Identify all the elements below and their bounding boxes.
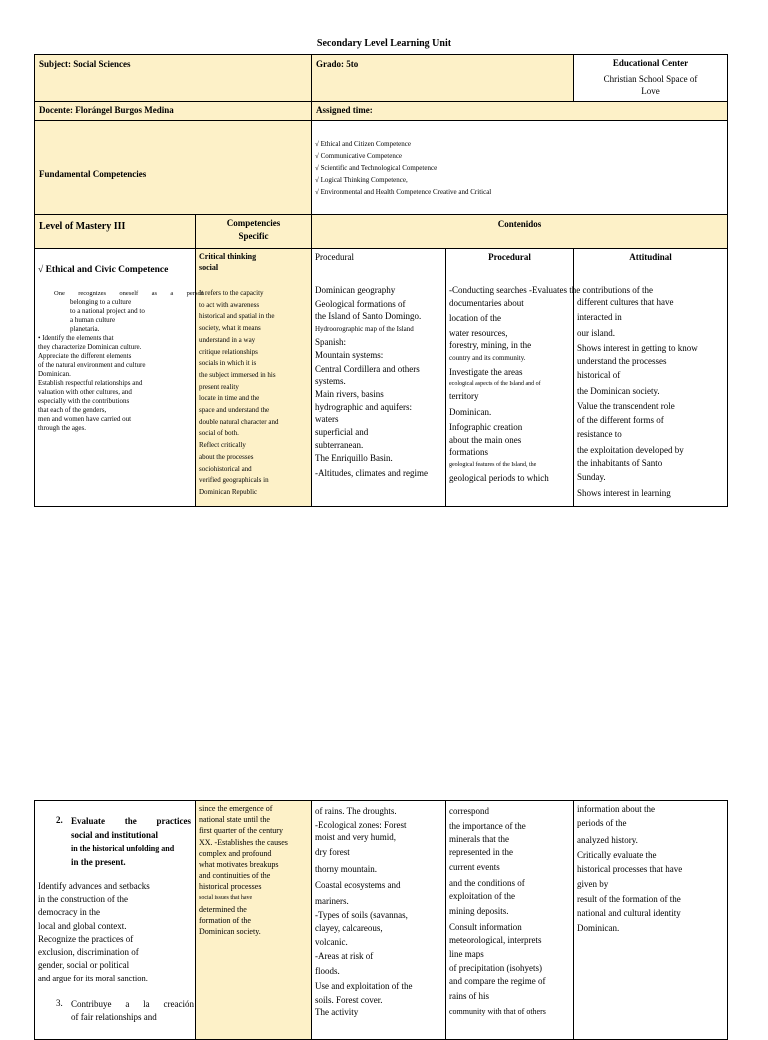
procedural-line-2: -Ecological zones: Forest	[315, 820, 407, 830]
attitudinal-line: the Dominican society.	[577, 386, 660, 397]
mastery-header: Level of Mastery III	[39, 221, 126, 232]
evaluate-heading-line: in the historical unfolding and	[71, 844, 175, 853]
procedural-line: Geological formations of	[315, 299, 406, 310]
specific-line: historical and spatial in the	[199, 312, 275, 321]
procedural2-line: ecological aspects of the Island and of	[449, 381, 541, 388]
item-number-2: 2.	[56, 815, 63, 825]
procedural-line-2: Coastal ecosystems and	[315, 880, 401, 891]
mastery-line: through the ages.	[38, 424, 87, 432]
specific-line: socials in which it is	[199, 359, 257, 368]
procedural-line: -Altitudes, climates and regime	[315, 468, 428, 479]
specific-line-2: formation of the	[199, 916, 251, 926]
procedural-line: waters	[315, 413, 339, 424]
competence-scientific: √ Scientific and Technological Competence	[315, 164, 438, 172]
mastery-line: especially with the contributions	[38, 397, 130, 405]
procedural-text-2	[315, 803, 412, 1018]
specific-line: present reality	[199, 382, 239, 391]
contribuye-heading-line: Contribuye a la creación	[71, 999, 194, 1009]
procedural-line: subterranean.	[315, 440, 364, 451]
mastery-line-2: Recognize the practices of	[38, 933, 134, 944]
procedural-line-2: floods.	[315, 966, 340, 977]
specific-line: the subject immersed in his	[199, 370, 276, 379]
specific-header-line2: Specific	[238, 231, 269, 241]
specific-line-2: Dominican society.	[199, 927, 261, 937]
procedural-line: The Enriquillo Basin.	[315, 453, 393, 464]
specific-line: double natural character and	[199, 417, 279, 426]
attitudinal-line-2: Dominican.	[577, 922, 620, 933]
specific-line-2: historical processes	[199, 882, 262, 892]
procedural-line-2: volcanic.	[315, 937, 348, 948]
teacher-cell	[34, 101, 312, 121]
specific-header-line1: Competencies	[226, 218, 281, 228]
procedural2-line-2: community with that of others	[449, 1007, 546, 1016]
attitudinal-line: different cultures that have	[577, 297, 674, 307]
procedural2-line: water resources,	[449, 327, 508, 338]
procedural-line-2: clayey, calcareous,	[315, 923, 383, 934]
procedural-line-2: The activity	[315, 1007, 359, 1018]
attitudinal-line: our island.	[577, 328, 615, 338]
specific-heading	[199, 251, 256, 273]
procedural-line: Central Cordillera and others	[315, 363, 420, 374]
attitudinal-line: understand the processes	[577, 356, 667, 367]
specific-line: Reflect critically	[199, 441, 246, 450]
mastery-line: of the natural environment and culture	[38, 361, 146, 369]
attitudinal-line-2: historical processes that have	[577, 863, 683, 874]
attitudinal-line: Sunday.	[577, 471, 606, 482]
attitudinal-line: the exploitation developed by	[577, 444, 684, 455]
mastery-line: Establish respectful relationships and	[38, 379, 143, 387]
specific-line: social of both.	[199, 429, 239, 438]
attitudinal-line: the inhabitants of Santo	[577, 457, 663, 468]
procedural-line-2: Use and exploitation of the	[315, 981, 413, 992]
attitudinal-line: Value the transcendent role	[577, 401, 675, 412]
procedural2-line: forestry, mining, in the	[449, 340, 532, 351]
attitudinal-line: Shows interest in getting to know	[577, 343, 698, 353]
specific-line-2: social issues that have	[199, 894, 253, 901]
procedural2-line-2: line maps	[449, 949, 484, 959]
mastery-line-2: exclusion, discrimination of	[38, 947, 139, 958]
mastery-line-2: local and global context.	[38, 920, 127, 931]
specific-heading-line: social	[199, 263, 219, 272]
attitudinal-line-2: national and cultural identity	[577, 907, 681, 918]
subject-cell	[34, 54, 312, 102]
contenidos-header: Contenidos	[497, 219, 542, 229]
procedural-line-2: -Areas at risk of	[315, 951, 374, 962]
procedural-text	[315, 283, 428, 481]
subject-label: Subject: Social Sciences	[39, 59, 131, 69]
procedural-line: Spanish:	[315, 337, 347, 348]
mastery-line: a human culture	[70, 316, 116, 324]
specific-line: space and understand the	[199, 406, 270, 415]
attitudinal-line-2: given by	[577, 878, 609, 889]
ethical-civic-heading: √ Ethical and Civic Competence	[38, 265, 169, 275]
specific-line-2: since the emergence of	[199, 804, 273, 813]
procedural2-line: formations	[449, 447, 488, 458]
procedural-line-2: -Types of soils (savannas,	[315, 910, 408, 921]
procedural2-line-2: correspond	[449, 806, 489, 816]
specific-line-2: national state until the	[199, 815, 270, 825]
procedural2-line: location of the	[449, 312, 501, 323]
specific-line: critique relationships	[199, 347, 258, 356]
procedural2-line-2: Consult information	[449, 922, 522, 932]
mastery-line-2: in the construction of the	[38, 894, 128, 905]
mastery-line: Dominican.	[38, 370, 71, 378]
attitudinal-line: historical of	[577, 370, 621, 381]
attitudinal-text	[577, 296, 698, 500]
procedural2-line-2: minerals that the	[449, 834, 509, 844]
attitudinal-line: resistance to	[577, 428, 622, 439]
attitudinal-line-2: Critically evaluate the	[577, 850, 657, 860]
procedural2-line-2: the importance of the	[449, 821, 526, 831]
document-title: Secondary Level Learning Unit	[316, 38, 452, 49]
grade-label: Grado: 5to	[316, 59, 359, 69]
evaluate-heading-line: social and institutional	[71, 829, 159, 840]
attitudinal-text-2	[577, 803, 682, 937]
assigned-time-cell	[311, 101, 728, 121]
competence-logical: √ Logical Thinking Competence,	[315, 176, 408, 184]
mastery-line: men and women have carried out	[38, 415, 132, 423]
competence-ethical: √ Ethical and Citizen Competence	[315, 140, 411, 148]
procedural-line: Mountain systems:	[315, 350, 384, 361]
mastery-line: belonging to a culture	[70, 298, 132, 306]
specific-line: verified geographicals in	[199, 476, 269, 485]
procedural2-line-2: of precipitation (isohyets)	[449, 963, 542, 973]
specific-line: It refers to the capacity	[199, 289, 264, 297]
attitudinal-line: interacted in	[577, 312, 622, 322]
procedural-line: superficial and	[315, 426, 369, 437]
procedural2-text-2	[449, 803, 546, 1019]
specific-text	[199, 288, 279, 499]
mastery-line-2: and argue for its moral sanction.	[38, 973, 148, 984]
procedural2-column-label: Procedural	[488, 252, 531, 262]
specific-line: to act with awareness	[199, 300, 260, 309]
procedural-line: Hydroorographic map of the Island	[315, 325, 414, 334]
mastery-line: that each of the genders,	[38, 406, 107, 414]
center-label: Educational Center	[612, 58, 689, 68]
contribuye-heading-line: of fair relationships and	[71, 1012, 157, 1022]
specific-line: about the processes	[199, 452, 254, 461]
attitudinal-line: of the different forms of	[577, 414, 664, 425]
procedural-line: Main rivers, basins	[315, 388, 384, 399]
procedural-line-2: mariners.	[315, 896, 349, 907]
fundamental-label: Fundamental Competencies	[39, 169, 147, 179]
procedural-line: Dominican geography	[315, 285, 396, 295]
assigned-time-label: Assigned time:	[316, 105, 373, 115]
attitudinal-line: Shows interest in learning	[577, 487, 671, 498]
fundamental-list-cell	[311, 120, 728, 215]
specific-line-2: XX. -Establishes the causes	[199, 837, 288, 847]
evaluate-heading-line: in the present.	[71, 856, 126, 867]
specific-text-2	[199, 803, 288, 937]
procedural2-line-2: mining deposits.	[449, 906, 509, 916]
procedural-line-2: thorny mountain.	[315, 864, 377, 875]
specific-line-2: and continuities of the	[199, 871, 271, 881]
specific-header-cell	[195, 214, 312, 249]
mastery-text-2	[38, 880, 150, 986]
evaluate-heading-line: Evaluate the practices	[71, 816, 191, 826]
procedural-line-2: of rains. The droughts.	[315, 806, 397, 816]
attitudinal-line-2: analyzed history.	[577, 835, 638, 845]
competence-communicative: √ Communicative Competence	[315, 152, 403, 160]
grade-cell	[311, 54, 574, 102]
mastery-line: to a national project and to	[70, 307, 145, 315]
mastery-line: valuation with other cultures, and	[38, 388, 132, 396]
specific-line: locate in time and the	[199, 394, 260, 403]
procedural-line: the Island of Santo Domingo.	[315, 311, 422, 322]
procedural2-line-2: and the conditions of	[449, 878, 525, 888]
attitudinal-line-2: information about the	[577, 804, 655, 814]
procedural2-line-2: meteorological, interprets	[449, 935, 542, 945]
procedural2-line: Investigate the areas	[449, 367, 523, 378]
procedural2-line: geological periods to which	[449, 473, 549, 484]
procedural-column-label: Procedural	[315, 252, 354, 262]
procedural2-line: territory	[449, 391, 479, 402]
specific-line-2: first quarter of the century	[199, 826, 283, 836]
contribuye-heading	[71, 998, 194, 1024]
procedural2-line-2: current events	[449, 862, 500, 872]
attitudinal-column-label: Attitudinal	[629, 252, 672, 262]
procedural-line-2: dry forest	[315, 847, 350, 858]
attitudinal-line-2: periods of the	[577, 818, 627, 828]
mastery-line-2: Identify advances and setbacks	[38, 881, 150, 891]
procedural2-line: geological features of the Island, the	[449, 462, 537, 469]
teacher-label: Docente: Florángel Burgos Medina	[39, 105, 174, 115]
specific-line-2: determined the	[199, 904, 247, 914]
mastery-line: planetaria.	[70, 325, 100, 333]
procedural-line: systems.	[315, 375, 346, 386]
procedural2-line: Dominican.	[449, 407, 492, 418]
procedural2-line-2: and compare the regime of	[449, 976, 546, 986]
specific-line: Dominican Republic	[199, 487, 258, 496]
specific-line: society, what it means	[199, 324, 261, 333]
mastery-line-2: gender, social or political	[38, 960, 130, 971]
procedural2-line: about the main ones	[449, 435, 522, 446]
mastery-text	[38, 289, 204, 433]
mastery-line: • Identify the elements that	[38, 334, 114, 342]
center-name-line1: Christian School Space of	[603, 74, 698, 84]
procedural2-line-2: rains of his	[449, 991, 489, 1001]
center-name-line2: Love	[641, 86, 660, 96]
center-cell	[573, 54, 728, 102]
procedural2-line: country and its community.	[449, 354, 526, 363]
contenidos-header-cell	[311, 214, 728, 249]
mastery-line: they characterize Dominican culture.	[38, 343, 142, 351]
competence-environmental: √ Environmental and Health Competence Creative and Critical	[315, 188, 492, 196]
specific-heading-line: Critical thinking	[199, 252, 257, 261]
mastery-line-2: democracy in the	[38, 907, 100, 918]
procedural2-line-2: exploitation of the	[449, 891, 515, 901]
evaluate-practices-heading	[71, 815, 191, 869]
procedural2-line: documentaries about	[449, 297, 524, 308]
attitudinal-line-2: result of the formation of the	[577, 893, 681, 904]
specific-line: understand in a way	[199, 335, 256, 344]
specific-line-2: what motivates breakups	[199, 860, 279, 870]
mastery-line: Appreciate the different elements	[38, 352, 132, 360]
specific-line-2: complex and profound	[199, 848, 272, 858]
mastery-line: One recognizes oneself as a person	[54, 290, 204, 297]
specific-line: sociohistorical and	[199, 464, 252, 473]
procedural2-line-2: represented in the	[449, 847, 513, 857]
mastery-header-cell	[34, 214, 196, 249]
item-number-3: 3.	[56, 998, 63, 1008]
fundamental-label-cell	[34, 120, 312, 215]
procedural-line-2: soils. Forest cover.	[315, 995, 383, 1006]
fundamental-list	[315, 140, 491, 200]
procedural-line: hydrographic and aquifers:	[315, 401, 412, 412]
procedural2-line: Infographic creation	[449, 422, 523, 433]
procedural2-line: -Conducting searches -Evaluates the contributions of the	[449, 285, 653, 295]
procedural-line-2: moist and very humid,	[315, 832, 396, 843]
